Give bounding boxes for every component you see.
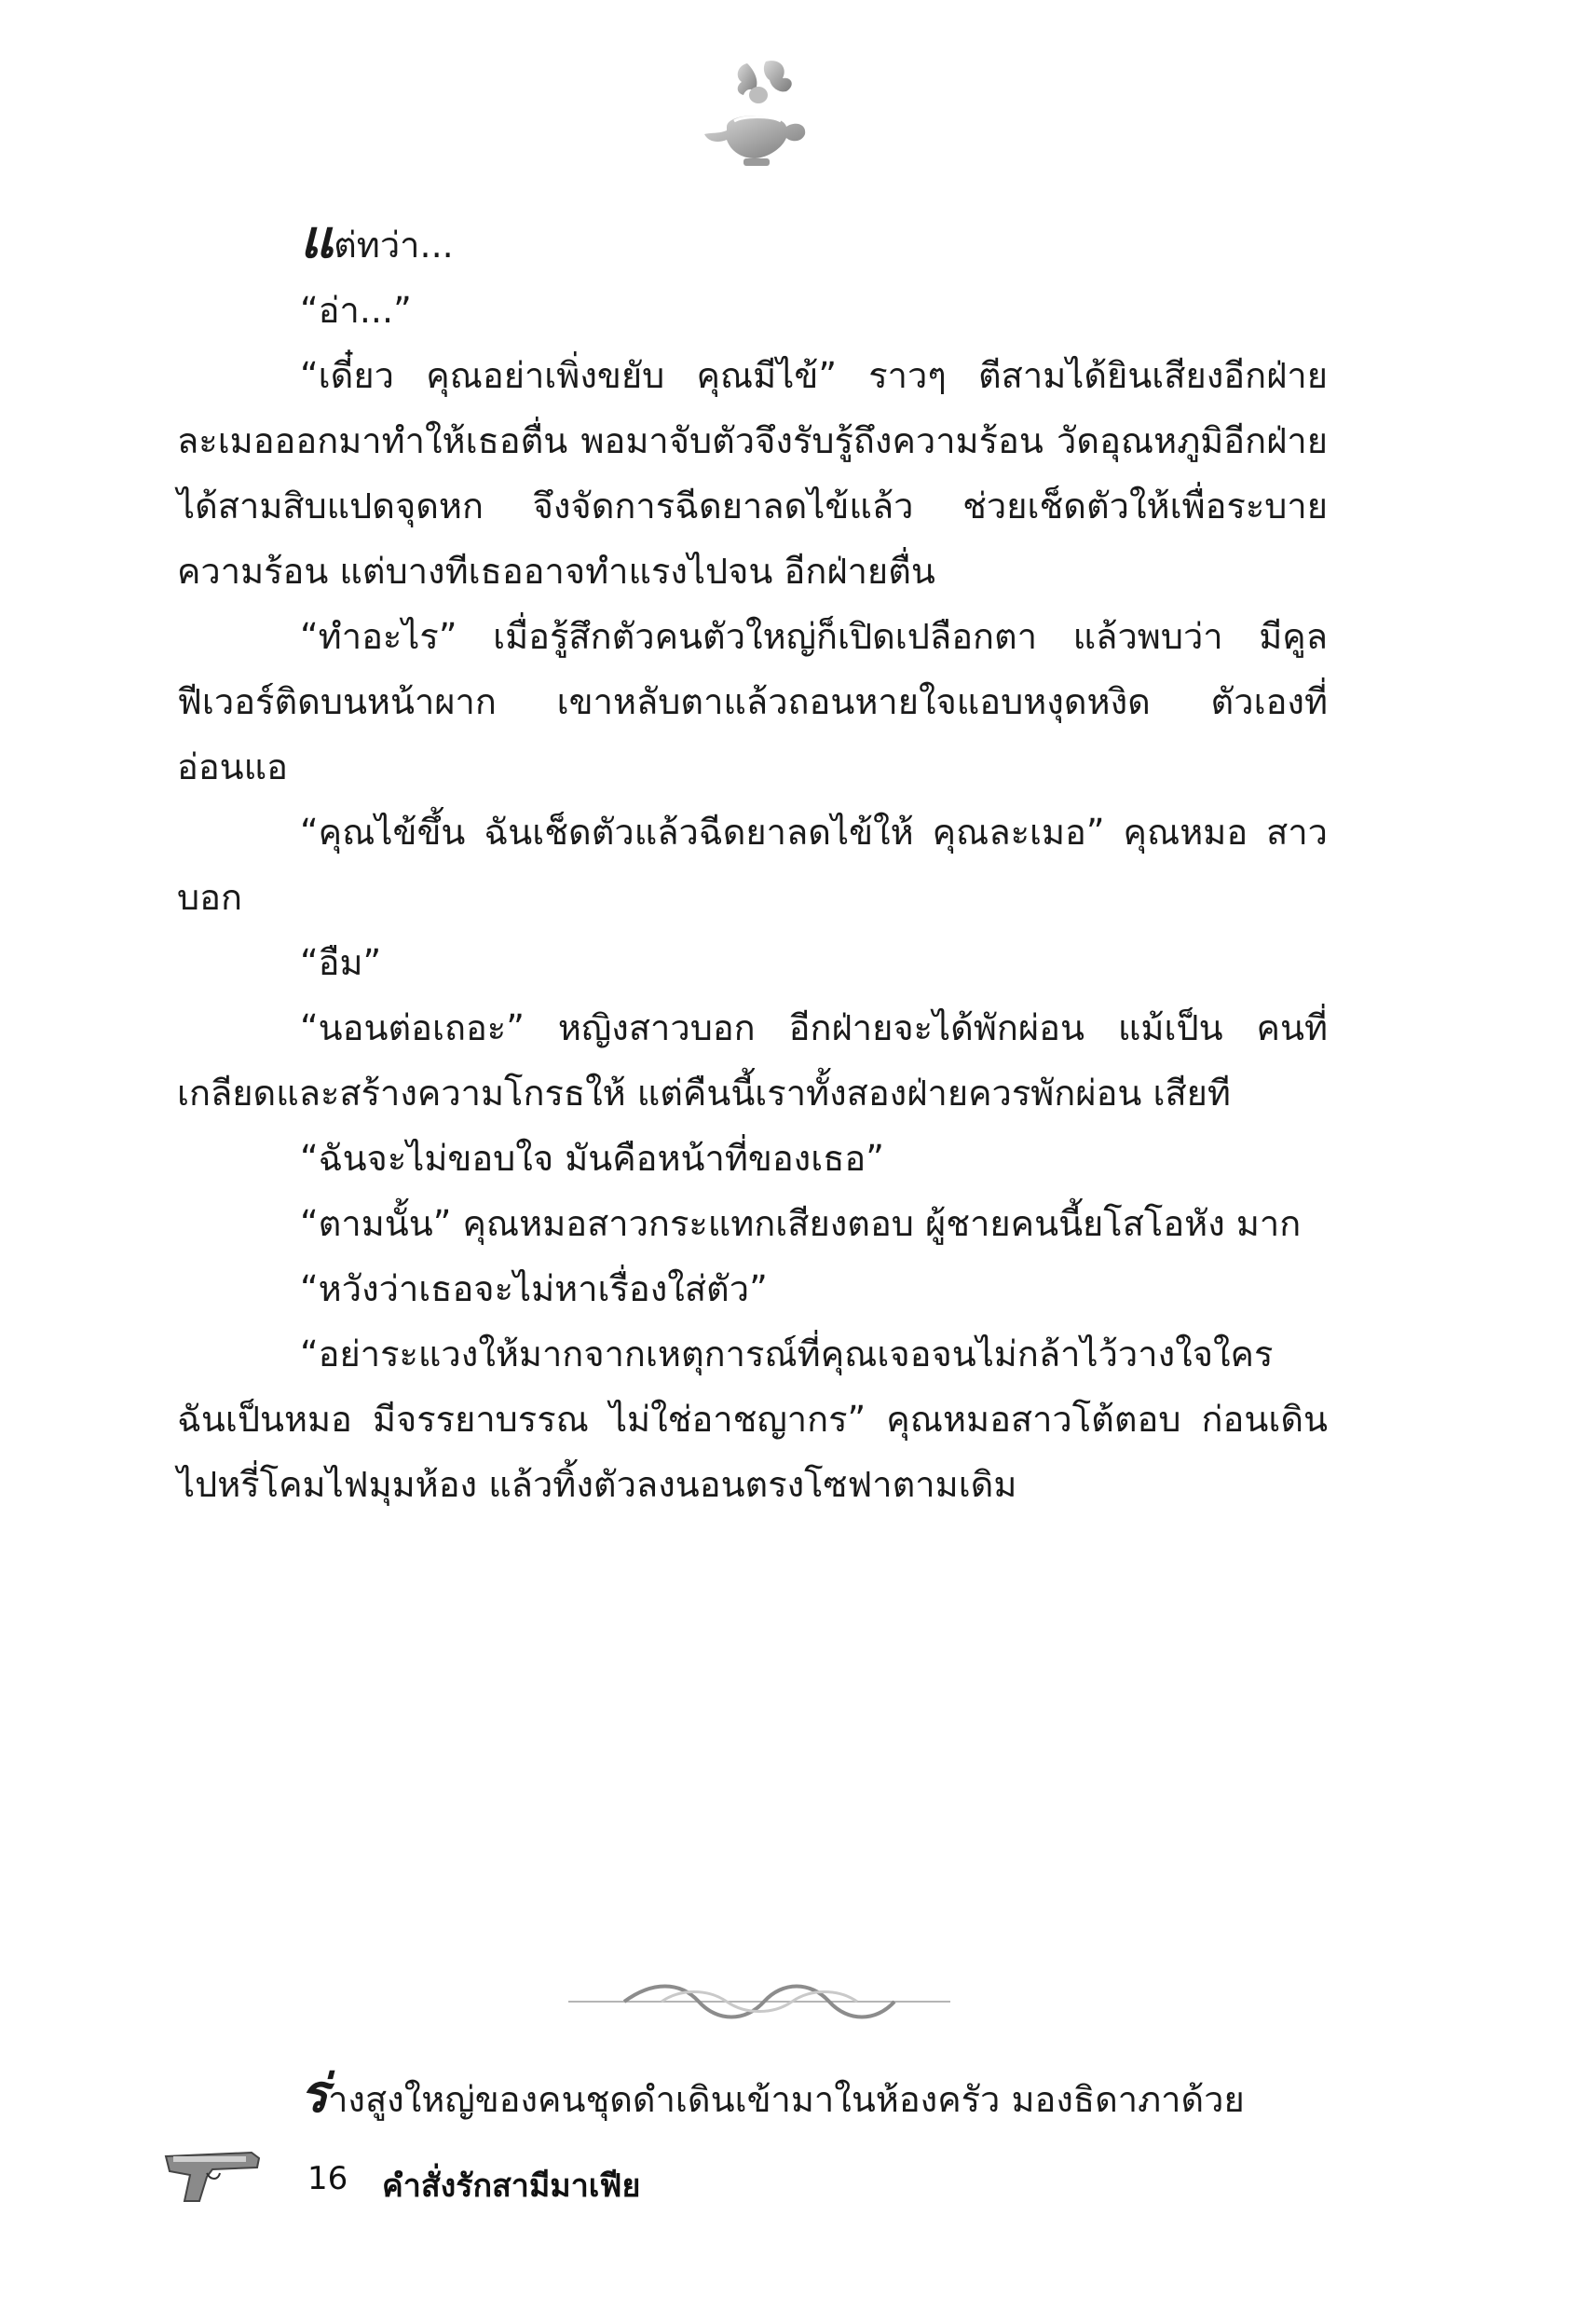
paragraph: “ฉันจะไม่ขอบใจ มันคือหน้าที่ของเธอ” bbox=[300, 1138, 884, 1179]
paragraph: ร่างสูงใหญ่ของคนชุดดำเดินเข้ามาในห้องครัว มองธิดาภาด้วย bbox=[300, 2063, 1245, 2125]
paragraph: “เดี๋ยว คุณอย่าเพิ่งขยับ คุณมีไข้” ราวๆ ตีสามได้ยินเสียงอีกฝ่ายละเมอออกมาทำให้เธอตื่น พอมาจับตัวจึงรับรู้ถึงความร้อน วัดอุณหภูมิอีกฝ่ายได้สามสิบแปดจุดหก จึงจัดการฉีดยาลดไข้แล้ว ช่วยเช็ดตัวให้เพื่อระบายความร้อน แต่บางทีเธออาจทำแรงไปจน อีกฝ่ายตื่น bbox=[177, 355, 1328, 592]
drop-cap: แ bbox=[300, 209, 334, 270]
paragraph: “คุณไข้ขึ้น ฉันเช็ดตัวแล้วฉีดยาลดไข้ให้ คุณละเมอ” คุณหมอ สาวบอก bbox=[177, 812, 1328, 918]
top-ornament-icon bbox=[689, 54, 820, 175]
drop-cap: ร่ bbox=[300, 2063, 329, 2125]
paragraph: “อย่าระแวงให้มากจากเหตุการณ์ที่คุณเจอจนไม่กล้าไว้วางใจใคร ฉันเป็นหมอ มีจรรยาบรรณ ไม่ใช่อาชญากร” คุณหมอสาวโต้ตอบ ก่อนเดินไปหรี่โคมไฟมุมห้อง แล้วทิ้งตัวลงนอนตรงโซฟาตามเดิม bbox=[177, 1333, 1328, 1505]
section-text bbox=[177, 2063, 1328, 2132]
paragraph: “นอนต่อเถอะ” หญิงสาวบอก อีกฝ่ายจะได้พักผ่อน แม้เป็น คนที่เกลียดและสร้างความโกรธให้ แต่คืนนี้เราทั้งสองฝ่ายควรพักผ่อน เสียที bbox=[177, 1007, 1328, 1114]
paragraph: “ทำอะไร” เมื่อรู้สึกตัวคนตัวใหญ่ก็เปิดเปลือกตา แล้วพบว่า มีคูลฟีเวอร์ติดบนหน้าผาก เขาหลับตาแล้วถอนหายใจแอบหงุดหงิด ตัวเองที่อ่อนแอ bbox=[177, 616, 1328, 787]
paragraph: “อ่า...” bbox=[300, 290, 412, 331]
paragraph: “อืม” bbox=[300, 942, 382, 983]
pistol-icon bbox=[158, 2136, 270, 2210]
body-text bbox=[177, 209, 1328, 1517]
section-divider-icon bbox=[568, 1974, 950, 2030]
paragraph: “หวังว่าเธอจะไม่หาเรื่องใส่ตัว” bbox=[300, 1268, 768, 1309]
page-number: 16 bbox=[307, 2160, 348, 2197]
book-title: คำสั่งรักสามีมาเฟีย bbox=[382, 2167, 641, 2205]
paragraph: “ตามนั้น” คุณหมอสาวกระแทกเสียงตอบ ผู้ชายคนนี้ยโสโอหัง มาก bbox=[300, 1203, 1302, 1244]
paragraph: แต่ทว่า... bbox=[300, 209, 454, 270]
